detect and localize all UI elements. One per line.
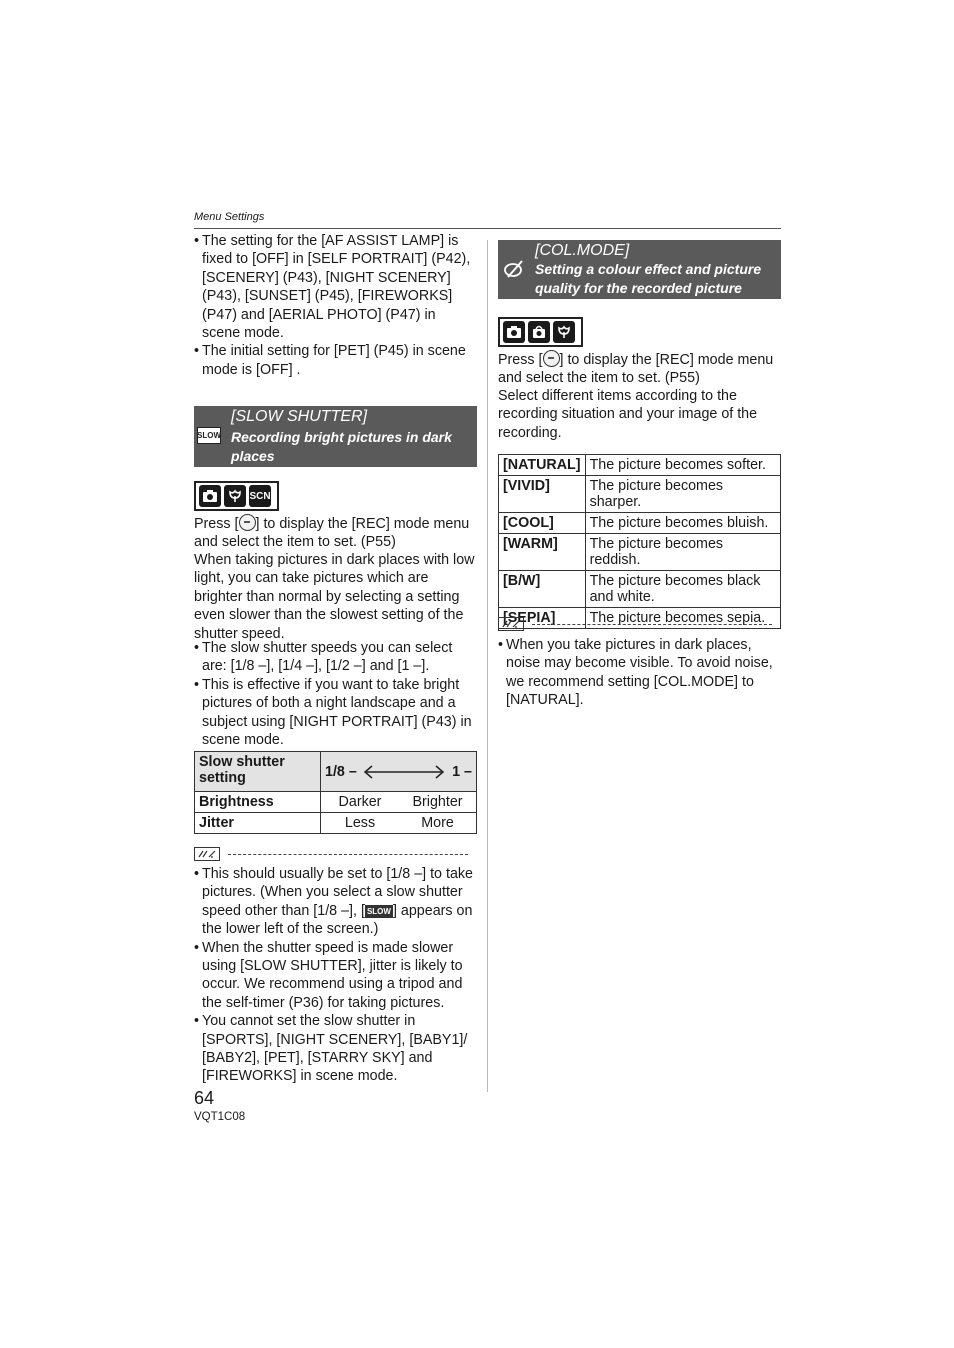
banner-title: [SLOW SHUTTER] bbox=[231, 408, 368, 425]
scene-mode-icon: SCN bbox=[249, 485, 271, 507]
banner-title: [COL.MODE] bbox=[535, 242, 630, 259]
note-marker bbox=[498, 617, 772, 631]
intro-bullet: • The initial setting for [PET] (P45) in scene mode is [OFF] . bbox=[194, 342, 477, 379]
simple-mode-icon bbox=[528, 321, 550, 343]
note-icon bbox=[194, 847, 220, 861]
slow-shutter-notes bbox=[194, 865, 477, 1086]
model-code: VQT1C08 bbox=[194, 1111, 246, 1123]
slow-shutter-icon: SLOW bbox=[197, 427, 221, 444]
column-divider bbox=[487, 240, 488, 1092]
table-row: [SEPIA] The picture becomes sepia. bbox=[499, 608, 781, 629]
note-icon bbox=[498, 617, 524, 631]
available-modes bbox=[498, 317, 583, 347]
table-row: [B/W] The picture becomes black and white. bbox=[499, 571, 781, 608]
table-row: Jitter Less More bbox=[195, 813, 477, 834]
note-marker bbox=[194, 847, 468, 861]
table-row: [WARM] The picture becomes reddish. bbox=[499, 534, 781, 571]
table-head-label: Slow shutter setting bbox=[195, 752, 321, 792]
camera-mode-icon bbox=[503, 321, 525, 343]
banner-subtitle-1: Setting a colour effect and picture bbox=[535, 261, 762, 277]
slow-shutter-bullet: • The slow shutter speeds you can select are: [1/8 –], [1/4 –], [1/2 –] and [1 –]. bbox=[194, 639, 477, 676]
available-modes bbox=[194, 481, 279, 511]
note-item: • When the shutter speed is made slower using [SLOW SHUTTER], jitter is likely to occur. We recommend using a tripod and the self-timer (P36) for taking pictures. bbox=[194, 939, 477, 1013]
table-row: [VIVID] The picture becomes sharper. bbox=[499, 476, 781, 513]
note-item: • You cannot set the slow shutter in [SPORTS], [NIGHT SCENERY], [BABY1]/ [BABY2], [PET], [STARRY SKY] and [FIREWORKS] in scene mode. bbox=[194, 1012, 477, 1086]
col-mode-notes bbox=[498, 636, 781, 710]
banner-subtitle-2: quality for the recorded picture bbox=[535, 280, 742, 296]
table-row: [COOL] The picture becomes bluish. bbox=[499, 513, 781, 534]
intro-bullet: • The setting for the [AF ASSIST LAMP] is fixed to [OFF] in [SELF PORTRAIT] (P42), [SCENERY] (P43), [NIGHT SCENERY] (P43), [SUNSET] (P45), [FIREWORKS] (P47) and [AERIAL PHOTO] (P47) in scene mode. bbox=[194, 232, 477, 342]
macro-mode-icon bbox=[553, 321, 575, 343]
col-mode-icon bbox=[502, 258, 526, 280]
note-item: • This should usually be set to [1/8 –] to take pictures. (When you select a slow shutter speed other than [1/8 –], [ SLOW ] appears on the lower left of the screen.) bbox=[194, 865, 477, 939]
camera-mode-icon bbox=[199, 485, 221, 507]
slow-shutter-instructions: Press [ ] to display the [REC] mode menu and select the item to set. (P55) bbox=[194, 516, 470, 551]
col-mode-banner bbox=[498, 240, 781, 299]
col-mode-body: Select different items according to the recording situation and your image of the recording. bbox=[498, 388, 758, 441]
table-row: Brightness Darker Brighter bbox=[195, 792, 477, 813]
double-arrow-icon bbox=[362, 765, 446, 779]
menu-set-button-icon bbox=[543, 350, 560, 367]
banner-subtitle-2: places bbox=[231, 448, 275, 464]
table-head-range: 1/8 – 1 – bbox=[321, 752, 477, 792]
slow-shutter-table bbox=[194, 751, 477, 834]
macro-mode-icon bbox=[224, 485, 246, 507]
note-item: • When you take pictures in dark places, noise may become visible. To avoid noise, we recommend setting [COL.MODE] to [NATURAL]. bbox=[498, 636, 781, 710]
banner-subtitle-1: Recording bright pictures in dark bbox=[231, 429, 452, 445]
table-row: [NATURAL] The picture becomes softer. bbox=[499, 455, 781, 476]
slow-shutter-bullets bbox=[194, 639, 477, 749]
slow-shutter-body: When taking pictures in dark places with low light, you can take pictures which are brighter than normal by selecting a setting even slower than the slowest setting of the shutter speed. bbox=[194, 552, 475, 642]
intro-bullets bbox=[194, 232, 477, 379]
slow-indicator-icon: SLOW bbox=[366, 906, 391, 916]
slow-shutter-banner bbox=[194, 406, 477, 467]
slow-shutter-bullet: • This is effective if you want to take bright pictures of both a night landscape and a subject using [NIGHT PORTRAIT] (P43) in scene mode. bbox=[194, 676, 477, 750]
menu-set-button-icon bbox=[239, 514, 256, 531]
section-label: Menu Settings bbox=[194, 211, 265, 223]
page-number: 64 bbox=[194, 1088, 215, 1108]
col-mode-table bbox=[498, 454, 781, 629]
header-rule bbox=[194, 228, 781, 229]
col-mode-instructions: Press [ ] to display the [REC] mode menu and select the item to set. (P55) bbox=[498, 352, 774, 387]
